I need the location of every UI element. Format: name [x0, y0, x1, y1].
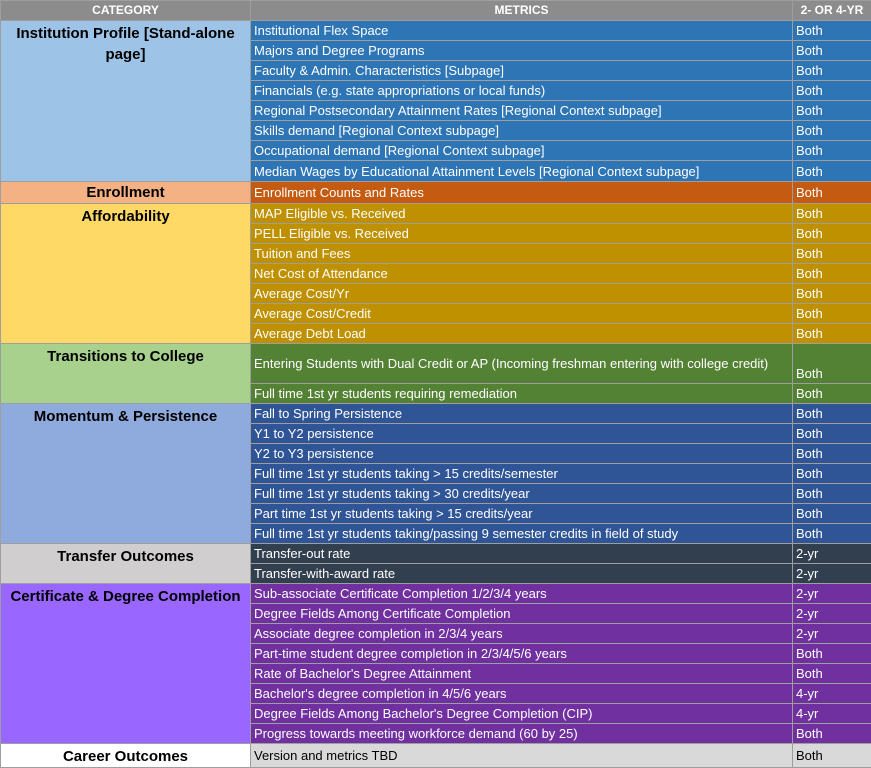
metric-cell: Rate of Bachelor's Degree Attainment — [251, 664, 793, 684]
header-years: 2- OR 4-YR — [793, 1, 871, 21]
years-cell: Both — [793, 464, 871, 484]
metric-cell: MAP Eligible vs. Received — [251, 204, 793, 224]
years-cell: Both — [793, 424, 871, 444]
years-cell: Both — [793, 224, 871, 244]
table-row — [1, 584, 871, 604]
years-cell: Both — [793, 324, 871, 344]
metric-cell: Transfer-with-award rate — [251, 564, 793, 584]
years-cell: Both — [793, 264, 871, 284]
category-cell: Transitions to College — [1, 344, 251, 404]
years-cell: Both — [793, 141, 871, 161]
metric-cell: Sub-associate Certificate Completion 1/2/3/4 years — [251, 584, 793, 604]
metric-cell: Full time 1st yr students taking/passing 9 semester credits in field of study — [251, 524, 793, 544]
years-cell: Both — [793, 664, 871, 684]
metric-cell: Financials (e.g. state appropriations or local funds) — [251, 81, 793, 101]
years-cell: Both — [793, 444, 871, 464]
years-cell: Both — [793, 21, 871, 41]
metric-cell: Associate degree completion in 2/3/4 years — [251, 624, 793, 644]
metric-cell: Occupational demand [Regional Context subpage] — [251, 141, 793, 161]
metric-cell: Median Wages by Educational Attainment Levels [Regional Context subpage] — [251, 161, 793, 182]
metric-cell: Skills demand [Regional Context subpage] — [251, 121, 793, 141]
metric-cell: Transfer-out rate — [251, 544, 793, 564]
years-cell: Both — [793, 101, 871, 121]
years-cell: Both — [793, 504, 871, 524]
years-cell: Both — [793, 61, 871, 81]
metric-cell: Institutional Flex Space — [251, 21, 793, 41]
metric-cell: Bachelor's degree completion in 4/5/6 years — [251, 684, 793, 704]
metric-cell: Average Cost/Yr — [251, 284, 793, 304]
metric-cell: Regional Postsecondary Attainment Rates [Regional Context subpage] — [251, 101, 793, 121]
metric-cell: Tuition and Fees — [251, 244, 793, 264]
years-cell: 4-yr — [793, 684, 871, 704]
table-row — [1, 544, 871, 564]
category-cell: Affordability — [1, 204, 251, 344]
metric-cell: Full time 1st yr students taking > 15 credits/semester — [251, 464, 793, 484]
table-body — [1, 21, 871, 768]
table-row — [1, 344, 871, 384]
header-metrics: METRICS — [251, 1, 793, 21]
years-cell: Both — [793, 244, 871, 264]
metric-cell: Fall to Spring Persistence — [251, 404, 793, 424]
years-cell: 2-yr — [793, 584, 871, 604]
metric-cell: Y2 to Y3 persistence — [251, 444, 793, 464]
category-cell: Enrollment — [1, 182, 251, 204]
years-cell: Both — [793, 81, 871, 101]
years-cell: Both — [793, 384, 871, 404]
metric-cell: Part time 1st yr students taking > 15 credits/year — [251, 504, 793, 524]
header-category: CATEGORY — [1, 1, 251, 21]
metric-cell: Y1 to Y2 persistence — [251, 424, 793, 444]
category-cell: Transfer Outcomes — [1, 544, 251, 584]
years-cell: Both — [793, 182, 871, 204]
metric-cell: Average Debt Load — [251, 324, 793, 344]
years-cell: 4-yr — [793, 704, 871, 724]
category-cell: Momentum & Persistence — [1, 404, 251, 544]
metric-cell: Full time 1st yr students requiring remediation — [251, 384, 793, 404]
years-cell: 2-yr — [793, 544, 871, 564]
metric-cell: Faculty & Admin. Characteristics [Subpage] — [251, 61, 793, 81]
years-cell: Both — [793, 524, 871, 544]
metric-cell: Entering Students with Dual Credit or AP (Incoming freshman entering with college credit) — [251, 344, 793, 384]
metric-cell: Full time 1st yr students taking > 30 credits/year — [251, 484, 793, 504]
table-row — [1, 404, 871, 424]
table-row — [1, 21, 871, 41]
metric-cell: Enrollment Counts and Rates — [251, 182, 793, 204]
years-cell: Both — [793, 744, 871, 768]
years-cell: Both — [793, 344, 871, 384]
metric-cell: Net Cost of Attendance — [251, 264, 793, 284]
metric-cell: Average Cost/Credit — [251, 304, 793, 324]
years-cell: 2-yr — [793, 624, 871, 644]
header-row — [1, 1, 871, 21]
table-row — [1, 744, 871, 768]
years-cell: Both — [793, 484, 871, 504]
metric-cell: Majors and Degree Programs — [251, 41, 793, 61]
category-cell: Institution Profile [Stand-alone page] — [1, 21, 251, 182]
years-cell: Both — [793, 121, 871, 141]
metric-cell: Degree Fields Among Certificate Completion — [251, 604, 793, 624]
metric-cell: Progress towards meeting workforce demand (60 by 25) — [251, 724, 793, 744]
category-cell: Certificate & Degree Completion — [1, 584, 251, 744]
years-cell: 2-yr — [793, 604, 871, 624]
years-cell: Both — [793, 161, 871, 182]
category-cell: Career Outcomes — [1, 744, 251, 768]
table-row — [1, 204, 871, 224]
metric-cell: PELL Eligible vs. Received — [251, 224, 793, 244]
metric-cell: Degree Fields Among Bachelor's Degree Completion (CIP) — [251, 704, 793, 724]
table-row — [1, 182, 871, 204]
years-cell: Both — [793, 41, 871, 61]
years-cell: Both — [793, 644, 871, 664]
years-cell: Both — [793, 304, 871, 324]
years-cell: Both — [793, 724, 871, 744]
years-cell: 2-yr — [793, 564, 871, 584]
years-cell: Both — [793, 284, 871, 304]
metric-cell: Version and metrics TBD — [251, 744, 793, 768]
metric-cell: Part-time student degree completion in 2/3/4/5/6 years — [251, 644, 793, 664]
years-cell: Both — [793, 404, 871, 424]
years-cell: Both — [793, 204, 871, 224]
